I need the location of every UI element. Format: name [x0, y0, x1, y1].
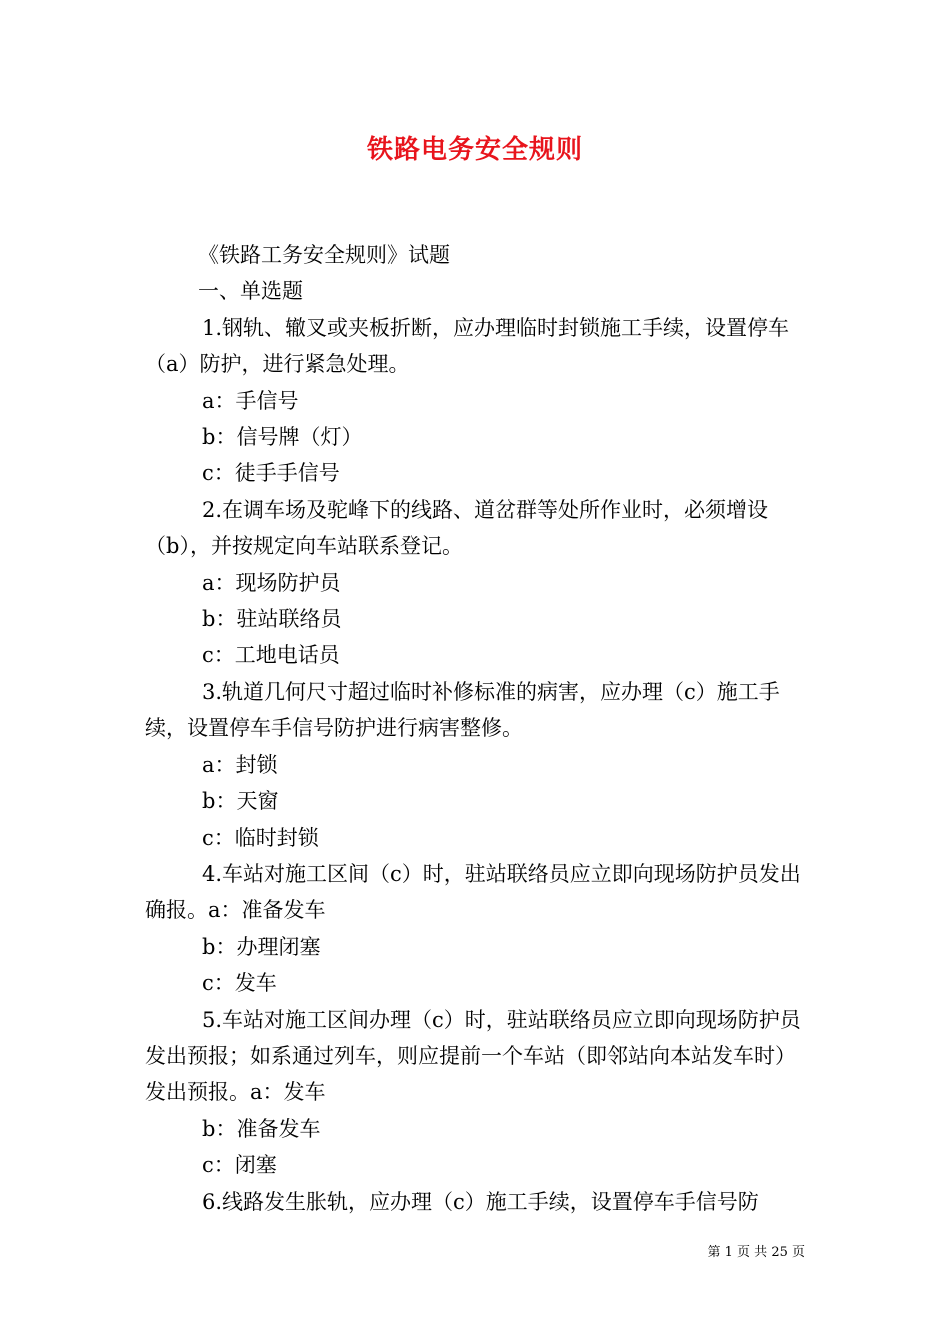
question-4-option-b: b：办理闭塞 — [202, 934, 321, 959]
page-title: 铁路电务安全规则 — [366, 135, 583, 165]
question-5-option-c: c：闭塞 — [202, 1153, 277, 1178]
question-3-option-b: b：天窗 — [202, 789, 279, 814]
question-1-option-b: b：信号牌（灯） — [202, 425, 363, 450]
question-2: 2.在调车场及驼峰下的线路、道岔群等处所作业时，必须增设（b），并按规定向车站联系登记。 — [145, 497, 769, 559]
section-heading: 一、单选题 — [198, 279, 303, 304]
question-3-option-a: a：封锁 — [202, 752, 278, 777]
subtitle: 《铁路工务安全规则》试题 — [198, 243, 450, 267]
question-2-option-c: c：工地电话员 — [202, 643, 340, 668]
question-5: 5.车站对施工区间办理（c）时，驻站联络员应立即向现场防护员发出预报；如系通过列车，则应提前一个车站（即邻站向本站发车时）发出预报。a：发车 — [145, 1007, 801, 1105]
question-5-option-b: b：准备发车 — [202, 1116, 321, 1141]
page-number: 第 1 页 共 25 页 — [707, 1245, 805, 1260]
question-4: 4.车站对施工区间（c）时，驻站联络员应立即向现场防护员发出确报。a：准备发车 — [145, 861, 801, 923]
question-3-option-c: c：临时封锁 — [202, 825, 319, 850]
question-6: 6.线路发生胀轨，应办理（c）施工手续，设置停车手信号防 — [202, 1189, 759, 1214]
question-4-option-c: c：发车 — [202, 971, 277, 996]
question-1-option-a: a：手信号 — [202, 388, 299, 413]
question-2-option-b: b：驻站联络员 — [202, 607, 342, 632]
document-body — [145, 237, 810, 1220]
question-1-option-c: c：徒手手信号 — [202, 461, 340, 486]
question-1: 1.钢轨、辙叉或夹板折断，应办理临时封锁施工手续，设置停车（a）防护，进行紧急处理。 — [145, 315, 790, 377]
question-2-option-a: a：现场防护员 — [202, 570, 341, 595]
question-3: 3.轨道几何尺寸超过临时补修标准的病害，应办理（c）施工手续，设置停车手信号防护进行病害整修。 — [145, 679, 780, 741]
